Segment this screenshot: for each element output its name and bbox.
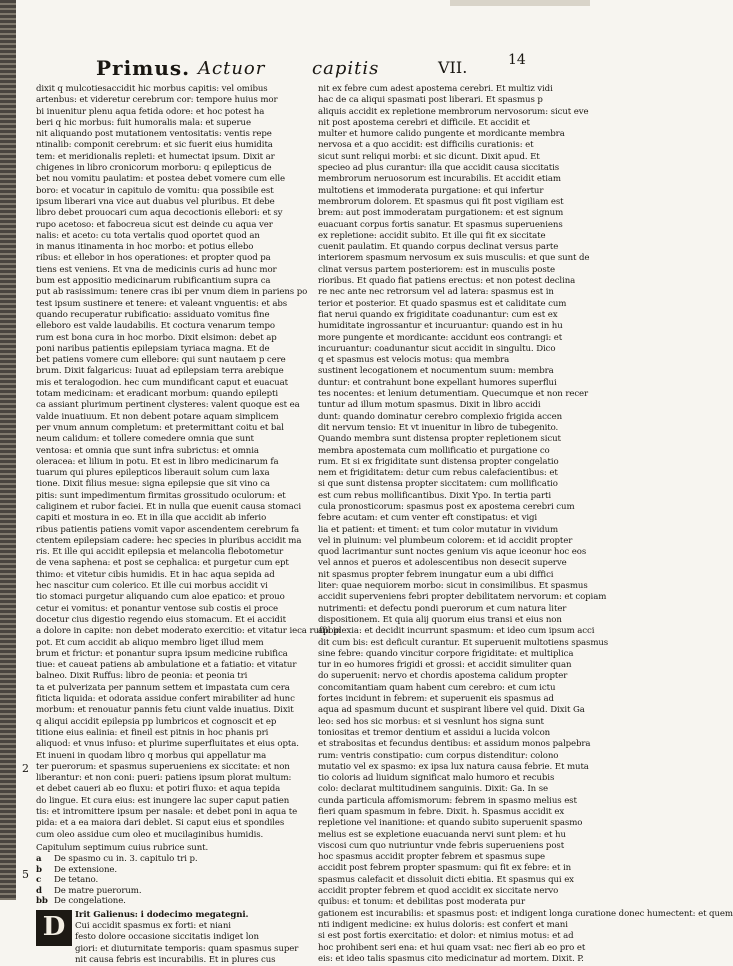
text-line: terior et posterior. Et quado spasmus est et caliditate cum — [318, 298, 567, 309]
contents-list — [36, 854, 268, 907]
text-line: interiorem spasmum nervosum ex suis musculis: et que sunt de — [318, 253, 590, 264]
page-header — [0, 52, 590, 88]
text-line: rioribus. Et quado fiat patiens erectus: et non potest declina — [318, 276, 576, 287]
text-line: re nec ante nec retrorsum vel ad latera: spasmus est in — [318, 287, 554, 298]
text-line: docetur cius digestio regendo eius stomacum. Et ei accidit — [36, 614, 286, 625]
text-line: specieo ad plus curantur: illa que accidit causa siccitatis — [318, 163, 560, 174]
text-line: euacuant corpus fortis sanatur. Et spasmus superueniens — [318, 219, 563, 230]
text-line: nervosa et a quo accidit: est difficilis curationis: et — [318, 140, 534, 151]
text-line: ex repletione: accidit subito. Et ille qui fit ex siccitate — [318, 230, 546, 241]
text-line: humiditate ingrossantur et incuruantur: quando est in hu — [318, 321, 563, 332]
text-line: mutatio vel ex spasmo: ex ipsa lux natura causa febrie. Et muta — [318, 761, 589, 772]
text-line: valde inuatiuum. Et non debent potare aquam simplicem — [36, 411, 279, 422]
contents-item-mark: c — [36, 875, 42, 886]
text-line: et strabositas et fecundus dentibus: et assidum monos palpebra — [318, 739, 591, 750]
text-line: tes nocentes: et lenium detumentiam. Quecumque et non recer — [318, 389, 589, 400]
text-line: ta et pulverizata per pannum settem et impastata cum cera — [36, 682, 290, 693]
text-line: beri q hic morbus: fuit humoralis mala: et superue — [36, 117, 251, 128]
text-line: aqua ad spasmum ducunt et suspirant libere vel quid. Dixit Ga — [318, 705, 585, 716]
text-line: gationem est incurabilis: et spasmus post: et indigent longa curatione donec humectent: et quem — [318, 908, 733, 919]
text-line: dit cum bis: est deficult curantur. Et superuenit multotiens spasmus — [318, 637, 609, 648]
text-line: si que sunt distensa propter siccitatem: cum mollificatio — [318, 479, 558, 490]
text-line: tio stomaci purgetur aliquando cum aloe epatico: et prouo — [36, 592, 285, 603]
text-line: brum. Dixit falgaricus: Iuuat ad epilepsiam terra arebique — [36, 366, 284, 377]
text-line: concomitantiam quam habent cum cerebro: et cum ictu — [318, 682, 556, 693]
opening-lines — [75, 910, 298, 966]
text-line: put ab rasissimum: tenere cras ibi per vnum diem in pariens po — [36, 287, 308, 298]
text-line: incuruantur: coadunantur sicut accidit in singultu. Dico — [318, 343, 556, 354]
text-line: accidit post febrem propter spasmum: qui fit ex febre: et in — [318, 863, 572, 874]
text-line: nit post apostema cerebri et difficile. Et accidit et — [318, 117, 530, 128]
text-line: giori: et diuturnitate temporis: quam spasmus super — [75, 943, 299, 954]
text-line: cunda particula affomismorum: febrem in spasmo melius est — [318, 795, 577, 806]
text-line: nit causa febris est incurabilis. Et in plures cus — [75, 954, 276, 965]
text-line: nit aliquando post mutationem ventositatis: ventis repe — [36, 129, 272, 140]
text-line: hoc spasmus accidit propter febrem et spasmus supe — [318, 852, 546, 863]
text-line: vel in pluinum: vel plumbeum colorem: et id accidit propter — [318, 535, 573, 546]
text-line: ribus patientis patiens vomit vapor ascendentem cerebrum fa — [36, 524, 300, 535]
text-line: totam medicinam: et eradicant morbum: quando epilepti — [36, 389, 278, 400]
text-line: fiat nerui quando ex frigiditate coadunantur: cum est ex — [318, 309, 558, 320]
text-line: dit nervum tensio: Et vt inuenitur in libro de tubegenito. — [318, 422, 559, 433]
text-line: Quando membra sunt distensa propter repletionem sicut — [318, 434, 561, 445]
text-line: poni naribus patientis epilepsiam tyriaca magna. Et de — [36, 343, 270, 354]
text-line: pot. Et cum accidit ab aliquo membro liget illud mem — [36, 637, 264, 648]
text-line: boro: et vocatur in capitulo de vomitu: qua possibile est — [36, 185, 274, 196]
text-line: tur in eo humores frigidi et grossi: et accidit simuliter quan — [318, 660, 572, 671]
text-line: per vnum annum completum: et pretermittant coitu et bal — [36, 422, 284, 433]
text-line: ca assiant plurimum pertinent clysteres: valent quoque est ea — [36, 400, 300, 411]
header-author: Actuor — [198, 58, 266, 79]
text-line: vel annos et pueros et adolescentibus non desecit superve — [318, 558, 567, 569]
chapter-opening — [36, 909, 299, 966]
text-line: dispositionem. Et quia alij quorum eius transi et eius non — [318, 614, 562, 625]
book-binding-edge — [0, 0, 16, 900]
text-line: nalis: et aceto: cu tota vertalis quod oportet quod an — [36, 230, 260, 241]
text-line: multotiens et immoderata purgatione: et qui infertur — [318, 185, 544, 196]
text-line: aliquod: et vnus infuso: et plurime superfluitates et eius opta. — [36, 739, 299, 750]
text-line: a dolore in capite: non debet moderato exercitio: et vitatur ieca ruffil in — [36, 626, 342, 637]
text-line: do lingue. Et cura eius: est inungere lac super caput patien — [36, 795, 290, 806]
folio-number: 14 — [508, 52, 526, 68]
text-line: tuntur ad illum motum spasmus. Dixit in libro accidi — [318, 400, 541, 411]
text-line: cetur ei vomitus: et ponantur ventose sub costis ei proce — [36, 603, 279, 614]
text-line: hoc prohibent seri ena: et hui quam vsat: nec fieri ab eo pro et — [318, 942, 586, 953]
text-line: clinat versus partem posteriorem: est in musculis poste — [318, 264, 555, 275]
text-line: cuenit paulatim. Et quando corpus declinat versus parte — [318, 242, 559, 253]
text-line: accidit propter febrem et quod accidit ex siccitate nervo — [318, 886, 559, 897]
text-line: rum est bona cura in hoc morbo. Dixit elsimon: debet ap — [36, 332, 277, 343]
text-line: do superuenit: nervo et chordis apostema calidum propter — [318, 671, 568, 682]
text-line: liberantur: et non coni: pueri: patiens ipsum plorat multum: — [36, 773, 292, 784]
text-line: membra apostemata cum mollificatio et purgatione co — [318, 445, 550, 456]
text-line: dunt: quando dominatur cerebro complexio frigida accen — [318, 411, 563, 422]
text-line: balneo. Dixit Ruffus: libro de peonia: et peonia tri — [36, 671, 248, 682]
text-line: tuarum qui plures epilepticos liberauit solum cum laxa — [36, 468, 270, 479]
contents-item-title: De congelatione. — [54, 896, 126, 907]
page-corner — [450, 0, 590, 6]
text-line: sine febre: quando vincitur corpore frigiditate: et multiplica — [318, 648, 574, 659]
text-line: caliginem et rubor faciei. Et in nulla que euenit causa stomaci — [36, 501, 302, 512]
text-line: bum est appositio medicinarum rubificantium supra ca — [36, 276, 271, 287]
text-line: colo: declarat multitudinem sanguinis. Dixit: Ga. In se — [318, 784, 549, 795]
contents-item — [36, 886, 268, 897]
text-line: quibus: et tonum: et debilitas post moderata pur — [318, 897, 525, 908]
contents-item-mark: d — [36, 885, 42, 896]
text-line: febre acutam: et cum venter eft constipatus: et vigi — [318, 513, 538, 524]
text-line: ventosa: et omnia que sunt infra subrictus: et omnia — [36, 445, 259, 456]
contents-item-mark: a — [36, 854, 42, 865]
text-line: repletione vel inanitione: et quando subito superuenit spasmo — [318, 818, 583, 829]
text-line: fiticta liquida: et odorata assidue confert mirabiliter ad hunc — [36, 694, 295, 705]
text-line: more pungente et mordicante: accidunt eos contrangi: et — [318, 332, 563, 343]
text-line: Irit Galienus: i dodecimo megategni. — [75, 909, 249, 920]
text-line: oleracea: et lilium in potu. Et est in libro medicinarum fa — [36, 456, 279, 467]
text-line: spasmus calefacit et dissoluit dicti ebitia. Et spasmus qui ex — [318, 874, 574, 885]
text-line: mis et teralogodion. hec cum mundificant caput et euacuat — [36, 377, 288, 388]
chapter-contents — [36, 843, 268, 907]
text-line: q aliqui accidit epilepsia pp lumbricos et cognoscit et ep — [36, 716, 277, 727]
contents-item-title: De spasmo cu in. 3. capitulo tri p. — [54, 854, 198, 865]
contents-item-title: De tetano. — [54, 875, 99, 886]
text-line: chigenes in libro cronicorum morboru: q epilepticus de — [36, 163, 272, 174]
text-line: titione eius ealinia: et fineil est pitnis in hoc phanis pri — [36, 727, 269, 738]
text-line: membrorum neruosorum est incurabilis. Et accidit etiam — [318, 174, 561, 185]
header-chapter: capitis — [312, 58, 380, 79]
text-line: sustinent lecogationem et nocumentum suum: membra — [318, 366, 554, 377]
contents-item — [36, 865, 268, 876]
left-text-column — [36, 84, 342, 966]
text-line: capiti et mostura in eo. Et in illa que accidit ab inferio — [36, 513, 267, 524]
contents-item — [36, 896, 268, 907]
left-text-lines — [36, 84, 342, 841]
text-line: melius est se expletione euacuanda nervi sunt plem: et hu — [318, 829, 566, 840]
text-line: accidit superveniens febri propter debilitatem nervorum: et copiam — [318, 592, 607, 603]
text-line: ntinalib: componit cerebrum: et sic fuerit eius humidita — [36, 140, 273, 151]
text-line: tiens est veniens. Et vna de medicinis curis ad hunc mor — [36, 264, 277, 275]
text-line: bi inuenitur plenu aqua fetida odore: et hoc potest ha — [36, 106, 265, 117]
text-line: quod lacrimantur sunt noctes genium vis aque iceonur hoc eos — [318, 547, 587, 558]
text-line: duntur: et contrahunt bone expellant humores superflui — [318, 377, 557, 388]
contents-item — [36, 854, 268, 865]
text-line: fortes incidunt in febrem: et superuenit eis spasmus ad — [318, 694, 554, 705]
text-line: ter puerorum: et spasmus superueniens ex siccitate: et non — [36, 761, 290, 772]
text-line: libro debet prouocari cum aqua decoctionis ellebori: et sy — [36, 208, 283, 219]
contents-item-title: De matre puerorum. — [54, 885, 142, 896]
right-text-column — [318, 84, 733, 965]
text-line: rum: ventris constipatio: cum corpus distenditur: colono — [318, 750, 559, 761]
text-line: ribus: et ellebor in hos operationes: et propter quod pa — [36, 253, 271, 264]
contents-item — [36, 875, 268, 886]
text-line: eis: et ideo talis spasmus cito medicinatur ad mortem. Dixit. P. — [318, 953, 584, 964]
text-line: sicut sunt reliqui morbi: et sic dicunt. Dixit apud. Et — [318, 151, 540, 162]
text-line: viscosi cum quo nutriuntur vnde febris superueniens post — [318, 840, 565, 851]
text-line: toniositas et tremor dentium et assidui a lucida volcon — [318, 727, 551, 738]
text-line: tione. Dixit filius mesue: signa epilepsie que sit vino ca — [36, 479, 270, 490]
text-line: q et spasmus est velocis motus: qua membra — [318, 355, 510, 366]
text-line: nti indigent medicine: ex huius doloris: est confert et mani — [318, 919, 568, 930]
text-line: nit spasmus propter febrem inungatur eum a ubi diffici — [318, 569, 554, 580]
text-line: est cum rebus mollificantibus. Dixit Ypo. In tertia parti — [318, 490, 552, 501]
text-line: leo: sed hos sic morbus: et si vesnlunt hos signa sunt — [318, 716, 544, 727]
text-line: artenbus: et videretur cerebrum cor: tempore huius mor — [36, 95, 278, 106]
text-line: Et inueni in quodam libro q morbus qui appellatur ma — [36, 750, 267, 761]
text-line: tem: et meridionalis repleti: et humectat ipsum. Dixit ar — [36, 151, 275, 162]
text-line: liter: quae nequiorem morbo: sicut in consimilibus. Et spasmus — [318, 581, 588, 592]
text-line: brum et frictur: et ponantur supra ipsum medicine rubifica — [36, 648, 288, 659]
text-line: aliquis accidit ex repletione membrorum nervosorum: sicut eve — [318, 106, 589, 117]
text-line: brem: aut post immoderatam purgationem: et est signum — [318, 208, 564, 219]
text-line: rum. Et si ex frigiditate sunt distensa propter congelatio — [318, 456, 559, 467]
text-line: tiue: et caueat patiens ab ambulatione et a fatiatio: et vitatur — [36, 660, 297, 671]
text-line: pida: et a ea maiora dari deblet. Si caput eius et spondiles — [36, 818, 285, 829]
text-line: morbum: et renouatur pannis fetu ciunt valde inuatius. Dixit — [36, 705, 294, 716]
text-line: ipsum liberari vna vice aut duabus vel pluribus. Et debe — [36, 196, 275, 207]
decorated-initial: D — [36, 910, 72, 946]
text-line: de vena saphena: et post se cephalica: et purgetur cum ept — [36, 558, 289, 569]
header-chapter-number: VII. — [438, 58, 468, 77]
text-line: in manus itinamenta in hoc morbo: et potius ellebo — [36, 242, 254, 253]
text-line: thimo: et vitetur cibis humidis. Et in hac aqua sepida ad — [36, 569, 275, 580]
text-line: Cui accidit spasmus ex forti: et niani — [75, 920, 231, 931]
contents-item-mark: bb — [36, 896, 48, 907]
text-line: ctentem epilepsiam cadere: hec species in pluribus accidit ma — [36, 535, 302, 546]
margin-note: 5 — [22, 868, 29, 881]
text-line: dixit q mulcotiesaccidit hic morbus capitis: vel omibus — [36, 84, 268, 94]
text-line: pitis: sunt impedimentum firmitas grossitudo oculorum: et — [36, 490, 286, 501]
text-line: festo dolore occasione siccitatis indiget lon — [75, 932, 259, 943]
contents-item-title: De extensione. — [54, 864, 117, 875]
text-line: nutrimenti: et defectu pondi puerorum et cum natura liter — [318, 603, 567, 614]
text-line: quando recuperatur rubificatio: assiduato vomitus fine — [36, 309, 270, 320]
contents-heading: Capitulum septimum cuius rubrice sunt. — [36, 842, 209, 853]
margin-note: 2 — [22, 762, 29, 775]
text-line: apoplexia: et decidit incurrunt spasmum: et ideo cum ipsum acci — [318, 626, 595, 637]
text-line: test ipsum sustinere et tenere: et valeant vnguentis: et abs — [36, 298, 288, 309]
text-line: nem et frigiditatem: detur cum rebus calefacientibus: et — [318, 468, 558, 479]
text-line: rupo acetoso: et fabocreua sicut est deinde cu aqua ver — [36, 219, 273, 230]
text-line: lia et patient: et timent: et tum color mutatur in vividum — [318, 524, 559, 535]
text-line: tis: et intromittere ipsum per nasale: et debet poni in aqua te — [36, 807, 298, 817]
text-line: multer et humore calido pungente et mordicante membra — [318, 129, 565, 140]
text-line: membrorum dolorem. Et spasmus qui fit post vigiliam est — [318, 196, 564, 207]
text-line: ris. Et ille qui accidit epilepsia et melancolia flebotometur — [36, 547, 284, 558]
text-line: cula pronosticorum: spasmus post ex apostema cerebri cum — [318, 501, 575, 512]
text-line: elleboro est valde laudabilis. Et coctura venarum tempo — [36, 321, 275, 332]
text-line: si est post fortis exercitatio: et dolor: et nimius motus: et ad — [318, 931, 574, 942]
text-line: cum oleo assidue cum oleo et mucilaginibus humidis. — [36, 829, 264, 840]
text-line: hac de ca aliqui spasmati post liberari. Et spasmus p — [318, 95, 543, 106]
text-line: bet patiens vomere cum ellebore: qui sunt nautaem p cere — [36, 355, 286, 366]
text-line: hec nascitur cum colerico. Et ille cui morbus accidit vi — [36, 581, 268, 592]
text-line: et debet caueri ab eo fluxu: et potiri fluxo: et aqua tepida — [36, 784, 281, 795]
text-line: tio coloris ad liuidum significat malo humoro et recubis — [318, 773, 555, 784]
text-line: bet nou vomitu paulatim: et postea debet vomere cum elle — [36, 174, 285, 185]
text-line: nit ex febre cum adest apostema cerebri. Et multiz vidi — [318, 84, 553, 94]
text-line: neum calidum: et tollere comedere omnia que sunt — [36, 434, 254, 445]
header-book: Primus. — [96, 56, 191, 80]
contents-item-mark: b — [36, 864, 42, 875]
text-line: fieri quam spasmum in febre. Dixit. h. Spasmus accidit ex — [318, 807, 565, 817]
